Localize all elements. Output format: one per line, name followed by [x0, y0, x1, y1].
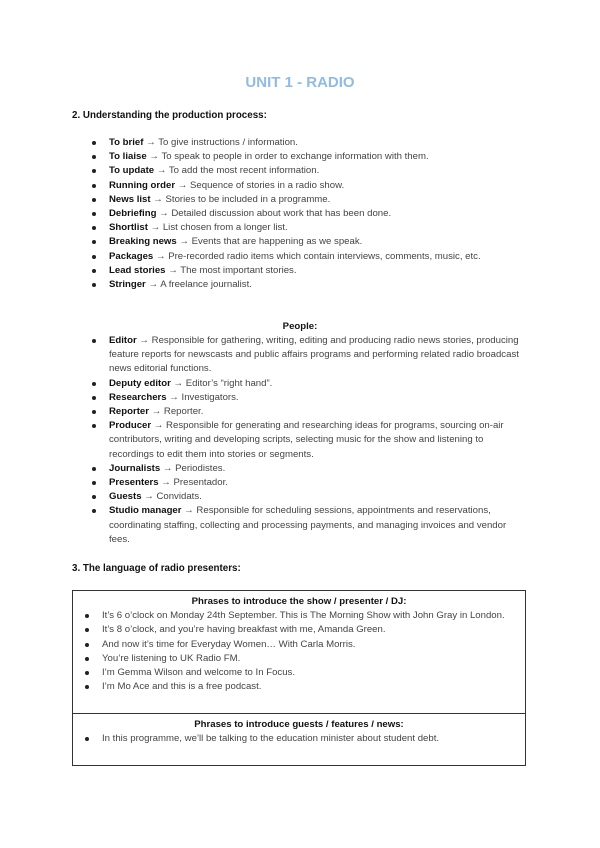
- section-2-heading: 2. Understanding the production process:: [72, 110, 267, 121]
- list-item: [92, 235, 522, 249]
- definition: → Detailed discussion about work that has been done.: [156, 208, 392, 220]
- intro-phrases-list: [85, 609, 505, 694]
- term: Studio manager: [109, 505, 182, 517]
- definition: → Responsible for scheduling sessions, appointments and reservations, coordinating staffing, collecting and processing payments, and managing invoices and vendor fees.: [109, 505, 507, 545]
- list-item: In this programme, we’ll be talking to the education minister about student debt.: [85, 732, 505, 746]
- intro-phrases-caption: Phrases to introduce the show / presenter / DJ:: [191, 596, 407, 607]
- term: Stringer: [109, 279, 146, 291]
- list-item: And now it’s time for Everyday Women… With Carla Morris.: [85, 638, 505, 652]
- list-item: [92, 136, 522, 150]
- term: Lead stories: [109, 264, 166, 276]
- list-item: [92, 462, 522, 476]
- guests-phrases-caption: Phrases to introduce guests / features / news:: [194, 719, 404, 730]
- definition: → Stories to be included in a programme.: [150, 193, 331, 205]
- list-item: [92, 250, 522, 264]
- list-item: [92, 377, 522, 391]
- definition: → To add the most recent information.: [154, 165, 320, 177]
- list-item: [92, 164, 522, 178]
- term: Deputy editor: [109, 377, 171, 389]
- list-item: [92, 193, 522, 207]
- list-item: [92, 179, 522, 193]
- guests-phrases-list: [85, 732, 505, 746]
- term: Producer: [109, 420, 152, 432]
- term: Packages: [109, 250, 154, 262]
- term: Editor: [109, 335, 137, 346]
- term: Presenters: [109, 477, 159, 489]
- definition: → The most important stories.: [165, 264, 297, 276]
- list-item: [92, 221, 522, 235]
- definition: → Convidats.: [141, 491, 202, 503]
- term: News list: [109, 193, 151, 205]
- definition: → Responsible for gathering, writing, editing and producing radio news stories, producing feature reports for newscasts and public affairs programs and performing related radio broadcast news editorial functions.: [109, 335, 519, 375]
- definition: → Periodistes.: [160, 462, 226, 474]
- term: Researchers: [109, 391, 167, 403]
- list-item: It’s 6 o’clock on Monday 24th September. This is The Morning Show with John Gray in London.: [85, 609, 505, 623]
- list-item: [92, 207, 522, 221]
- list-item: It’s 8 o’clock, and you’re having breakfast with me, Amanda Green.: [85, 623, 505, 637]
- definition: → Reporter.: [148, 406, 204, 418]
- definition: → Pre-recorded radio items which contain interviews, comments, music, etc.: [153, 250, 481, 262]
- list-item: [92, 150, 522, 164]
- term: To liaise: [109, 151, 147, 163]
- phrases-table: [72, 590, 526, 766]
- list-item: I’m Gemma Wilson and welcome to In Focus.: [85, 666, 505, 680]
- list-item: [92, 504, 522, 547]
- definition: → Investigators.: [166, 391, 239, 403]
- list-item: [92, 419, 522, 462]
- definition: → Presentador.: [158, 477, 228, 489]
- definition: → Editor’s “right hand”.: [170, 377, 273, 389]
- term: To update: [109, 165, 155, 177]
- list-item: [92, 476, 522, 490]
- definition: → To speak to people in order to exchange information with them.: [146, 151, 429, 163]
- people-list: [92, 334, 522, 547]
- list-item: [92, 278, 522, 292]
- definition: → A freelance journalist.: [145, 279, 252, 291]
- term: Debriefing: [109, 208, 157, 220]
- term: Reporter: [109, 406, 149, 418]
- definition: → Sequence of stories in a radio show.: [175, 179, 345, 191]
- people-heading: People:: [282, 321, 318, 332]
- term: Guests: [109, 491, 142, 503]
- list-item: [92, 405, 522, 419]
- list-item: [92, 264, 522, 278]
- list-item: [92, 334, 522, 377]
- guests-phrases-section: [73, 718, 525, 746]
- list-item: You’re listening to UK Radio FM.: [85, 652, 505, 666]
- definition: → List chosen from a longer list.: [147, 222, 288, 234]
- term: Breaking news: [109, 236, 177, 248]
- table-divider: [73, 713, 525, 714]
- production-terms-list: [92, 136, 522, 292]
- term: Journalists: [109, 462, 161, 474]
- term: Shortlist: [109, 222, 148, 234]
- term: Running order: [109, 179, 176, 191]
- definition: → Events that are happening as we speak.: [176, 236, 363, 248]
- definition: → Responsible for generating and researching ideas for programs, sourcing on-air contributors, writing and developing scripts, selecting music for the show and listening to recordings to edit them into stories or segments.: [109, 420, 504, 460]
- intro-phrases-section: [73, 595, 525, 694]
- page-title: UNIT 1 - RADIO: [245, 74, 355, 91]
- list-item: [92, 391, 522, 405]
- term: To brief: [109, 137, 144, 148]
- definition: → To give instructions / information.: [143, 137, 298, 148]
- list-item: I’m Mo Ace and this is a free podcast.: [85, 680, 505, 694]
- section-3-heading: 3. The language of radio presenters:: [72, 563, 241, 574]
- list-item: [92, 490, 522, 504]
